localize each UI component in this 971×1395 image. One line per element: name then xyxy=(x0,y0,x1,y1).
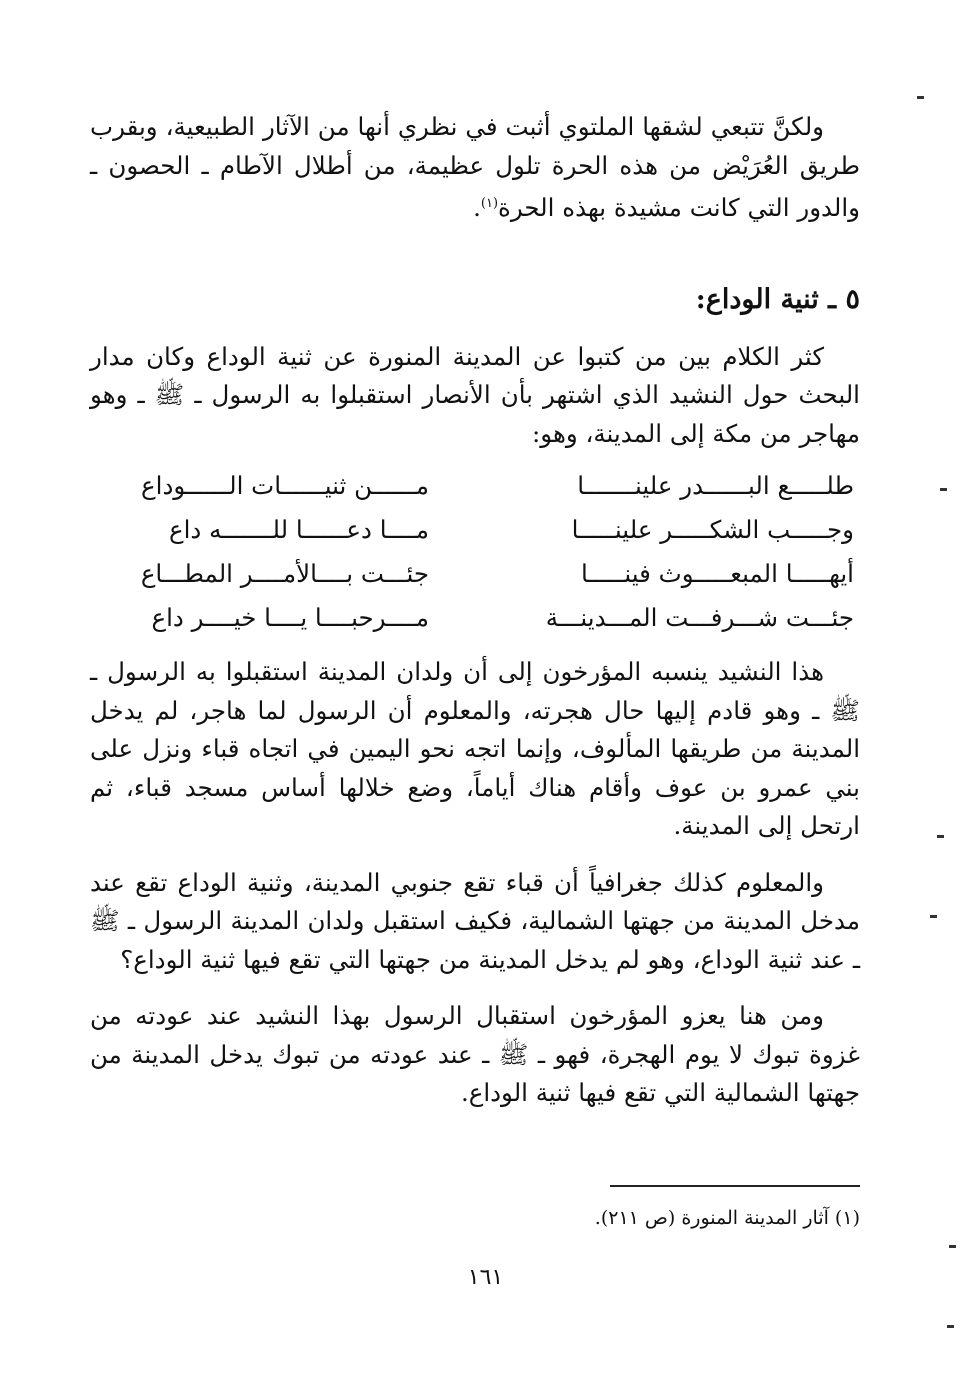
poem-verse xyxy=(90,595,860,639)
footnote-ref[interactable]: (١) xyxy=(480,196,499,211)
poem-hemistich-second: مــــرحبــــا يــــا خيــــر داع xyxy=(151,602,429,632)
paragraph-section-intro: كثر الكلام بين من كتبوا عن المدينة المنورة عن ثنية الوداع وكان مدار البحث حول النشيد الذي اشتهر بأن الأنصار استقبلوا به الرسول ـ ﷺ ـ وهو مهاجر من مكة إلى المدينة، وهو: xyxy=(90,341,860,448)
poem-verse xyxy=(90,463,860,507)
scan-mark xyxy=(930,915,937,918)
paragraph-intro xyxy=(90,108,860,228)
poem-hemistich-first: وجـــــب الشكـــــر علينـــــا xyxy=(571,514,854,544)
paragraph-body-1: هذا النشيد ينسبه المؤرخون إلى أن ولدان المدينة استقبلوا به الرسول ـ ﷺ ـ وهو قادم إليها حال هجرته، والمعلوم أن الرسول لما هاجر، لم يدخل المدينة من طريقها المألوف، وإنما اتجه نحو اليمين في اتجاه قباء ونزل على بني عمرو بن عوف وأقام هناك أياماً، وضع خلالها أساس مسجد قباء، ثم ارتحل إلى المدينة. xyxy=(90,657,860,841)
poem-verse xyxy=(90,551,860,595)
paragraph-body-2: والمعلوم كذلك جغرافياً أن قباء تقع جنوبي المدينة، وثنية الوداع تقع عند مدخل المدينة من جهتها الشمالية، فكيف استقبل ولدان المدينة الرسول ـ ﷺ ـ عند ثنية الوداع، وهو لم يدخل المدينة من جهتها التي تقع فيها ثنية الوداع؟ xyxy=(90,867,860,974)
poem-hemistich-second: جئـــت بــــالأمــــر المطـــاع xyxy=(140,558,429,588)
scan-mark xyxy=(937,835,944,838)
poem-hemistich-second: مــــــن ثنيــــــات الــــــوداع xyxy=(141,470,429,500)
poem-hemistich-first: جئـــت شـــرفـــت المـــدينـــة xyxy=(545,602,854,632)
section-heading: ٥ ـ ثنية الوداع: xyxy=(695,283,860,315)
scan-mark xyxy=(917,96,924,99)
paragraph-intro-text: ولكنَّ تتبعي لشقها الملتوي أثبت في نظري أنها من الآثار الطبيعية، وبقرب طريق العُرَيْض من هذه الحرة تلول عظيمة، من أطلال الآطام ـ الحصون ـ والدور التي كانت مشيدة بهذه الحرة xyxy=(90,112,860,223)
paragraph-body-3: ومن هنا يعزو المؤرخون استقبال الرسول بهذا النشيد عند عودته من غزوة تبوك لا يوم الهجرة، فهو ـ ﷺ ـ عند عودته من تبوك يدخل المدينة من جهتها الشمالية التي تقع فيها ثنية الوداع. xyxy=(90,1001,860,1108)
footnote-divider xyxy=(610,1185,860,1187)
footnote: (١) آثار المدينة المنورة (ص ٢١١). xyxy=(594,1207,860,1229)
page-number: ١٦١ xyxy=(467,1265,504,1290)
scan-mark xyxy=(949,1245,956,1248)
poem-hemistich-first: طلـــــع البــــــدر علينـــــــا xyxy=(577,470,854,500)
paragraph-intro-end: . xyxy=(473,193,481,223)
scan-mark xyxy=(947,1325,954,1328)
poem-hemistich-first: أيهـــــا المبعـــــوث فينـــــا xyxy=(581,558,854,588)
page-body xyxy=(90,108,860,1113)
poem-hemistich-second: مــــا دعــــــا للـــــــه داع xyxy=(168,514,429,544)
scan-mark xyxy=(940,488,947,491)
poem-verse xyxy=(90,507,860,551)
poem xyxy=(90,463,860,639)
